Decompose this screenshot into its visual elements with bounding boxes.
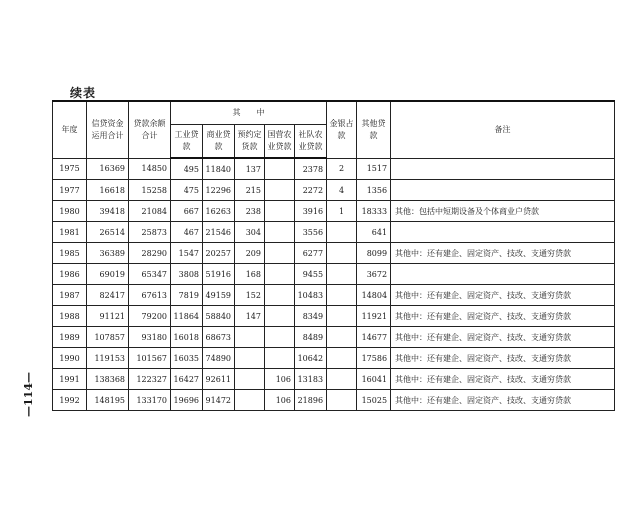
cell-year: 1985 xyxy=(53,243,87,264)
cell-loan-balance-total: 122327 xyxy=(129,369,171,390)
cell-commercial-loans: 51916 xyxy=(203,264,235,285)
cell-note xyxy=(391,180,615,201)
cell-note xyxy=(391,222,615,243)
cell-other-loans: 1517 xyxy=(357,158,391,180)
cell-loan-balance-total: 79200 xyxy=(129,306,171,327)
cell-loan-balance-total: 65347 xyxy=(129,264,171,285)
cell-other-loans: 15025 xyxy=(357,390,391,411)
cell-advance-payments: 215 xyxy=(235,180,265,201)
cell-advance-payments: 147 xyxy=(235,306,265,327)
cell-other-loans: 18333 xyxy=(357,201,391,222)
table-row xyxy=(53,201,615,222)
table-row xyxy=(53,306,615,327)
cell-gold-silver xyxy=(327,264,357,285)
table-row xyxy=(53,369,615,390)
cell-credit-fund-total: 69019 xyxy=(87,264,129,285)
cell-credit-fund-total: 39418 xyxy=(87,201,129,222)
cell-year: 1986 xyxy=(53,264,87,285)
cell-loan-balance-total: 28290 xyxy=(129,243,171,264)
cell-gold-silver: 4 xyxy=(327,180,357,201)
cell-industrial-loans: 16427 xyxy=(171,369,203,390)
cell-note: 其他中：还有建企、固定资产、技改、支通穷贷款 xyxy=(391,243,615,264)
cell-gold-silver xyxy=(327,327,357,348)
table-row xyxy=(53,243,615,264)
cell-industrial-loans: 475 xyxy=(171,180,203,201)
cell-commercial-loans: 11840 xyxy=(203,158,235,180)
cell-other-loans: 14804 xyxy=(357,285,391,306)
cell-other-loans: 11921 xyxy=(357,306,391,327)
table-row xyxy=(53,327,615,348)
cell-note: 其他中：还有建企、固定资产、技改、支通穷贷款 xyxy=(391,390,615,411)
header-gold-silver: 金银占款 xyxy=(327,101,357,158)
cell-gold-silver xyxy=(327,369,357,390)
cell-credit-fund-total: 138368 xyxy=(87,369,129,390)
cell-state-farm-loans xyxy=(265,243,295,264)
header-state-farm-loans: 国营农业贷款 xyxy=(265,125,295,159)
cell-note xyxy=(391,264,615,285)
cell-note: 其他中：还有建企、固定资产、技改、支通穷贷款 xyxy=(391,327,615,348)
cell-commune-farm-loans: 8349 xyxy=(295,306,327,327)
header-advance-payments: 预约定货款 xyxy=(235,125,265,159)
cell-state-farm-loans xyxy=(265,285,295,306)
cell-state-farm-loans xyxy=(265,222,295,243)
cell-other-loans: 14677 xyxy=(357,327,391,348)
page-number: —114— xyxy=(22,372,35,417)
cell-industrial-loans: 19696 xyxy=(171,390,203,411)
cell-commune-farm-loans: 21896 xyxy=(295,390,327,411)
cell-loan-balance-total: 25873 xyxy=(129,222,171,243)
table-row xyxy=(53,158,615,180)
cell-other-loans: 17586 xyxy=(357,348,391,369)
cell-commune-farm-loans: 2272 xyxy=(295,180,327,201)
cell-commune-farm-loans: 10483 xyxy=(295,285,327,306)
cell-industrial-loans: 495 xyxy=(171,158,203,180)
cell-industrial-loans: 11864 xyxy=(171,306,203,327)
cell-credit-fund-total: 148195 xyxy=(87,390,129,411)
cell-commune-farm-loans: 9455 xyxy=(295,264,327,285)
header-industrial-loans: 工业贷款 xyxy=(171,125,203,159)
cell-state-farm-loans xyxy=(265,180,295,201)
cell-note: 其他中：还有建企、固定资产、技改、支通穷贷款 xyxy=(391,369,615,390)
cell-commune-farm-loans: 3556 xyxy=(295,222,327,243)
cell-year: 1977 xyxy=(53,180,87,201)
cell-year: 1989 xyxy=(53,327,87,348)
cell-gold-silver: 2 xyxy=(327,158,357,180)
cell-industrial-loans: 467 xyxy=(171,222,203,243)
cell-other-loans: 641 xyxy=(357,222,391,243)
cell-other-loans: 16041 xyxy=(357,369,391,390)
cell-commune-farm-loans: 10642 xyxy=(295,348,327,369)
cell-loan-balance-total: 67613 xyxy=(129,285,171,306)
cell-commune-farm-loans: 2378 xyxy=(295,158,327,180)
cell-credit-fund-total: 119153 xyxy=(87,348,129,369)
cell-note: 其他中：还有建企、固定资产、技改、支通穷贷款 xyxy=(391,306,615,327)
table-row xyxy=(53,285,615,306)
cell-loan-balance-total: 14850 xyxy=(129,158,171,180)
loan-statistics-table xyxy=(52,100,615,411)
cell-other-loans: 8099 xyxy=(357,243,391,264)
cell-state-farm-loans xyxy=(265,264,295,285)
cell-gold-silver xyxy=(327,222,357,243)
header-of-which: 其 中 xyxy=(171,101,327,125)
cell-loan-balance-total: 93180 xyxy=(129,327,171,348)
cell-gold-silver xyxy=(327,285,357,306)
cell-credit-fund-total: 26514 xyxy=(87,222,129,243)
cell-commercial-loans: 49159 xyxy=(203,285,235,306)
cell-industrial-loans: 1547 xyxy=(171,243,203,264)
cell-advance-payments: 209 xyxy=(235,243,265,264)
cell-credit-fund-total: 91121 xyxy=(87,306,129,327)
cell-note: 其他：包括中短期设备及个体商业户贷款 xyxy=(391,201,615,222)
header-commercial-loans: 商业贷款 xyxy=(203,125,235,159)
header-other-loans: 其他贷款 xyxy=(357,101,391,158)
header-year: 年度 xyxy=(53,101,87,158)
cell-commercial-loans: 16263 xyxy=(203,201,235,222)
cell-state-farm-loans xyxy=(265,158,295,180)
cell-state-farm-loans xyxy=(265,201,295,222)
cell-gold-silver xyxy=(327,243,357,264)
cell-commercial-loans: 92611 xyxy=(203,369,235,390)
cell-year: 1990 xyxy=(53,348,87,369)
header-loan-balance-total: 贷款余额合计 xyxy=(129,101,171,158)
cell-credit-fund-total: 16618 xyxy=(87,180,129,201)
cell-gold-silver xyxy=(327,348,357,369)
cell-advance-payments xyxy=(235,348,265,369)
cell-credit-fund-total: 107857 xyxy=(87,327,129,348)
cell-loan-balance-total: 101567 xyxy=(129,348,171,369)
cell-state-farm-loans xyxy=(265,348,295,369)
cell-other-loans: 1356 xyxy=(357,180,391,201)
cell-industrial-loans: 7819 xyxy=(171,285,203,306)
cell-commercial-loans: 58840 xyxy=(203,306,235,327)
cell-loan-balance-total: 15258 xyxy=(129,180,171,201)
cell-year: 1980 xyxy=(53,201,87,222)
cell-state-farm-loans xyxy=(265,306,295,327)
cell-commercial-loans: 20257 xyxy=(203,243,235,264)
continued-table-label: 续表 xyxy=(70,86,97,100)
cell-industrial-loans: 3808 xyxy=(171,264,203,285)
cell-gold-silver: 1 xyxy=(327,201,357,222)
table-row xyxy=(53,222,615,243)
cell-advance-payments: 304 xyxy=(235,222,265,243)
table-body xyxy=(53,158,615,411)
cell-state-farm-loans: 106 xyxy=(265,369,295,390)
cell-loan-balance-total: 133170 xyxy=(129,390,171,411)
cell-industrial-loans: 16018 xyxy=(171,327,203,348)
cell-gold-silver xyxy=(327,390,357,411)
cell-commune-farm-loans: 6277 xyxy=(295,243,327,264)
header-credit-fund-total: 信贷资金运用合计 xyxy=(87,101,129,158)
cell-advance-payments: 152 xyxy=(235,285,265,306)
cell-commercial-loans: 21546 xyxy=(203,222,235,243)
header-notes: 备注 xyxy=(391,101,615,158)
table-row xyxy=(53,264,615,285)
cell-advance-payments: 137 xyxy=(235,158,265,180)
cell-industrial-loans: 16035 xyxy=(171,348,203,369)
cell-industrial-loans: 667 xyxy=(171,201,203,222)
header-commune-farm-loans: 社队农业贷款 xyxy=(295,125,327,159)
cell-state-farm-loans xyxy=(265,327,295,348)
cell-credit-fund-total: 82417 xyxy=(87,285,129,306)
cell-year: 1988 xyxy=(53,306,87,327)
cell-state-farm-loans: 106 xyxy=(265,390,295,411)
cell-advance-payments xyxy=(235,390,265,411)
cell-note: 其他中：还有建企、固定资产、技改、支通穷贷款 xyxy=(391,285,615,306)
cell-commune-farm-loans: 8489 xyxy=(295,327,327,348)
cell-loan-balance-total: 21084 xyxy=(129,201,171,222)
cell-gold-silver xyxy=(327,306,357,327)
cell-note xyxy=(391,158,615,180)
cell-commercial-loans: 12296 xyxy=(203,180,235,201)
cell-advance-payments xyxy=(235,369,265,390)
table-row xyxy=(53,180,615,201)
cell-note: 其他中：还有建企、固定资产、技改、支通穷贷款 xyxy=(391,348,615,369)
cell-year: 1987 xyxy=(53,285,87,306)
cell-commercial-loans: 68673 xyxy=(203,327,235,348)
cell-commune-farm-loans: 3916 xyxy=(295,201,327,222)
cell-advance-payments: 238 xyxy=(235,201,265,222)
cell-commercial-loans: 74890 xyxy=(203,348,235,369)
table-row xyxy=(53,390,615,411)
cell-credit-fund-total: 16369 xyxy=(87,158,129,180)
cell-year: 1991 xyxy=(53,369,87,390)
cell-year: 1981 xyxy=(53,222,87,243)
cell-advance-payments xyxy=(235,327,265,348)
cell-advance-payments: 168 xyxy=(235,264,265,285)
cell-commune-farm-loans: 13183 xyxy=(295,369,327,390)
cell-commercial-loans: 91472 xyxy=(203,390,235,411)
table-header xyxy=(53,101,615,158)
cell-credit-fund-total: 36389 xyxy=(87,243,129,264)
cell-other-loans: 3672 xyxy=(357,264,391,285)
table-row xyxy=(53,348,615,369)
cell-year: 1992 xyxy=(53,390,87,411)
cell-year: 1975 xyxy=(53,158,87,180)
